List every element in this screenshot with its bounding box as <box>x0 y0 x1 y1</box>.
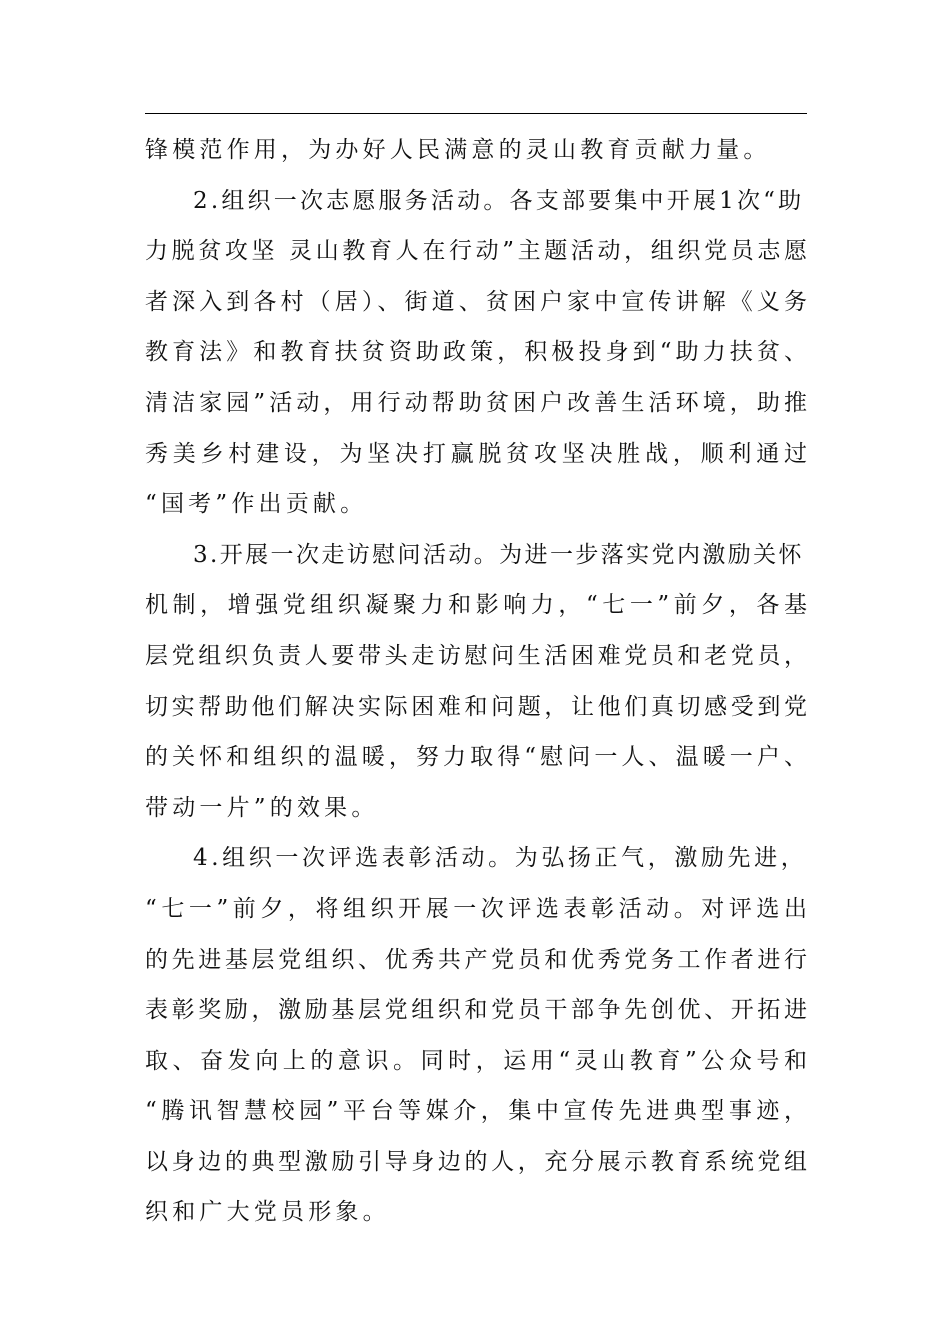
text-line: 教育法》和教育扶贫资助政策，积极投身到“助力扶贫、 <box>145 339 807 366</box>
text-line: 机制，增强党组织凝聚力和影响力，“七一”前夕，各基 <box>145 592 807 619</box>
header-rule <box>145 113 807 114</box>
body-text <box>145 125 807 1238</box>
text-line: 带动一片”的效果。 <box>145 794 379 821</box>
paragraph-first-line: 4.组织一次评选表彰活动。为弘扬正气，激励先进， <box>193 845 808 872</box>
text-line: “国考”作出贡献。 <box>145 491 368 518</box>
text-line: 取、奋发向上的意识。同时，运用“灵山教育”公众号和 <box>145 1047 807 1074</box>
paragraph-first-line: 2.组织一次志愿服务活动。各支部要集中开展1次“助 <box>193 187 805 214</box>
text-line: 的先进基层党组织、优秀共产党员和优秀党务工作者进行 <box>145 946 807 973</box>
text-line: 锋模范作用，为办好人民满意的灵山教育贡献力量。 <box>145 137 771 163</box>
text-line: 秀美乡村建设，为坚决打赢脱贫攻坚决胜战，顺利通过 <box>145 440 807 467</box>
text-line: 表彰奖励，激励基层党组织和党员干部争先创优、开拓进 <box>145 997 807 1024</box>
paragraph-first-line: 3.开展一次走访慰问活动。为进一步落实党内激励关怀 <box>193 541 804 568</box>
text-line: “腾讯智慧校园”平台等媒介，集中宣传先进典型事迹， <box>145 1098 807 1125</box>
text-line: 力脱贫攻坚 灵山教育人在行动”主题活动，组织党员志愿 <box>145 238 807 265</box>
text-line: 织和广大党员形象。 <box>145 1199 390 1226</box>
text-line: 层党组织负责人要带头走访慰问生活困难党员和老党员， <box>145 642 807 669</box>
text-line: 以身边的典型激励引导身边的人，充分展示教育系统党组 <box>145 1148 807 1175</box>
text-line: 清洁家园”活动，用行动帮助贫困户改善生活环境，助推 <box>145 389 807 416</box>
text-line: 的关怀和组织的温暖，努力取得“慰问一人、温暖一户、 <box>145 744 807 771</box>
text-line: 切实帮助他们解决实际困难和问题，让他们真切感受到党 <box>145 693 807 720</box>
text-line: “七一”前夕，将组织开展一次评选表彰活动。对评选出 <box>145 895 807 922</box>
text-line: 者深入到各村（居）、街道、贫困户家中宣传讲解《义务 <box>145 288 807 315</box>
